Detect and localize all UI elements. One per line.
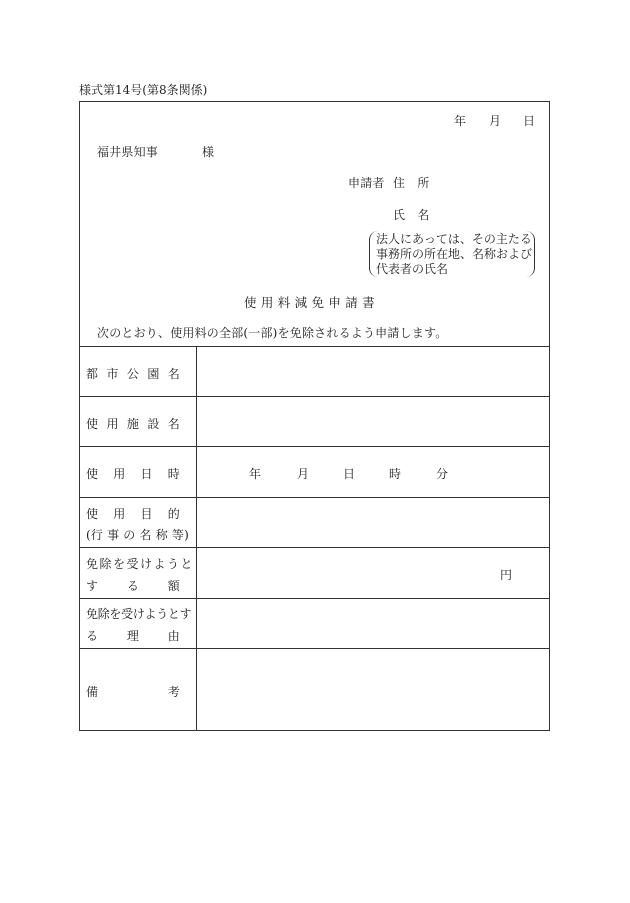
date-month-label: 月 bbox=[489, 114, 502, 128]
label-usage-datetime: 使 用 日 時 bbox=[86, 467, 180, 481]
yen-unit: 円 bbox=[500, 568, 513, 582]
form-number-label: 様式第14号(第8条関係) bbox=[79, 83, 208, 97]
label-exemption-reason-cont: る 理 由 bbox=[86, 629, 180, 643]
remarks-field[interactable] bbox=[197, 649, 549, 730]
label-exemption-amount: 免除を受けようと bbox=[86, 557, 195, 571]
label-usage-purpose-detail: (行 事 の 名 称 等) bbox=[86, 528, 189, 542]
application-form-sheet bbox=[79, 101, 550, 731]
label-park-name: 都 市 公 園 名 bbox=[86, 367, 180, 381]
recipient-honorific: 様 bbox=[202, 145, 215, 159]
intro-text: 次のとおり、使用料の全部(一部)を免除されるよう申請します。 bbox=[97, 326, 448, 340]
applicant-name-label: 氏 名 bbox=[393, 208, 430, 222]
datetime-year-unit: 年 bbox=[249, 467, 262, 481]
corporate-note-line-3: 代表者の氏名 bbox=[376, 262, 449, 276]
usage-purpose-field[interactable] bbox=[197, 498, 549, 547]
corporate-note-line-2: 事務所の所在地、名称および bbox=[376, 247, 533, 261]
datetime-hour-unit: 時 bbox=[389, 467, 402, 481]
document-title: 使 用 料 減 免 申 請 書 bbox=[244, 295, 375, 310]
label-remarks: 備 考 bbox=[86, 685, 180, 699]
corporate-note-bracket bbox=[369, 231, 535, 277]
datetime-month-unit: 月 bbox=[297, 467, 310, 481]
row-divider bbox=[80, 547, 549, 548]
label-exemption-amount-cont: す る 額 bbox=[86, 579, 180, 593]
corporate-note-line-1: 法人にあっては、その主たる bbox=[376, 232, 532, 246]
row-divider bbox=[80, 446, 549, 447]
datetime-minute-unit: 分 bbox=[436, 467, 449, 481]
park-name-field[interactable] bbox=[197, 347, 549, 396]
label-facility-name: 使 用 施 設 名 bbox=[86, 417, 180, 431]
applicant-address-label: 住 所 bbox=[393, 176, 430, 190]
applicant-label: 申請者 bbox=[348, 176, 385, 190]
label-usage-purpose: 使 用 目 的 bbox=[86, 507, 180, 521]
datetime-day-unit: 日 bbox=[343, 467, 356, 481]
label-exemption-reason: 免除を受けようとす bbox=[86, 607, 192, 621]
facility-name-field[interactable] bbox=[197, 397, 549, 446]
date-year-label: 年 bbox=[454, 114, 467, 128]
recipient-name: 福井県知事 bbox=[97, 145, 159, 159]
row-divider bbox=[80, 598, 549, 599]
date-day-label: 日 bbox=[523, 114, 536, 128]
